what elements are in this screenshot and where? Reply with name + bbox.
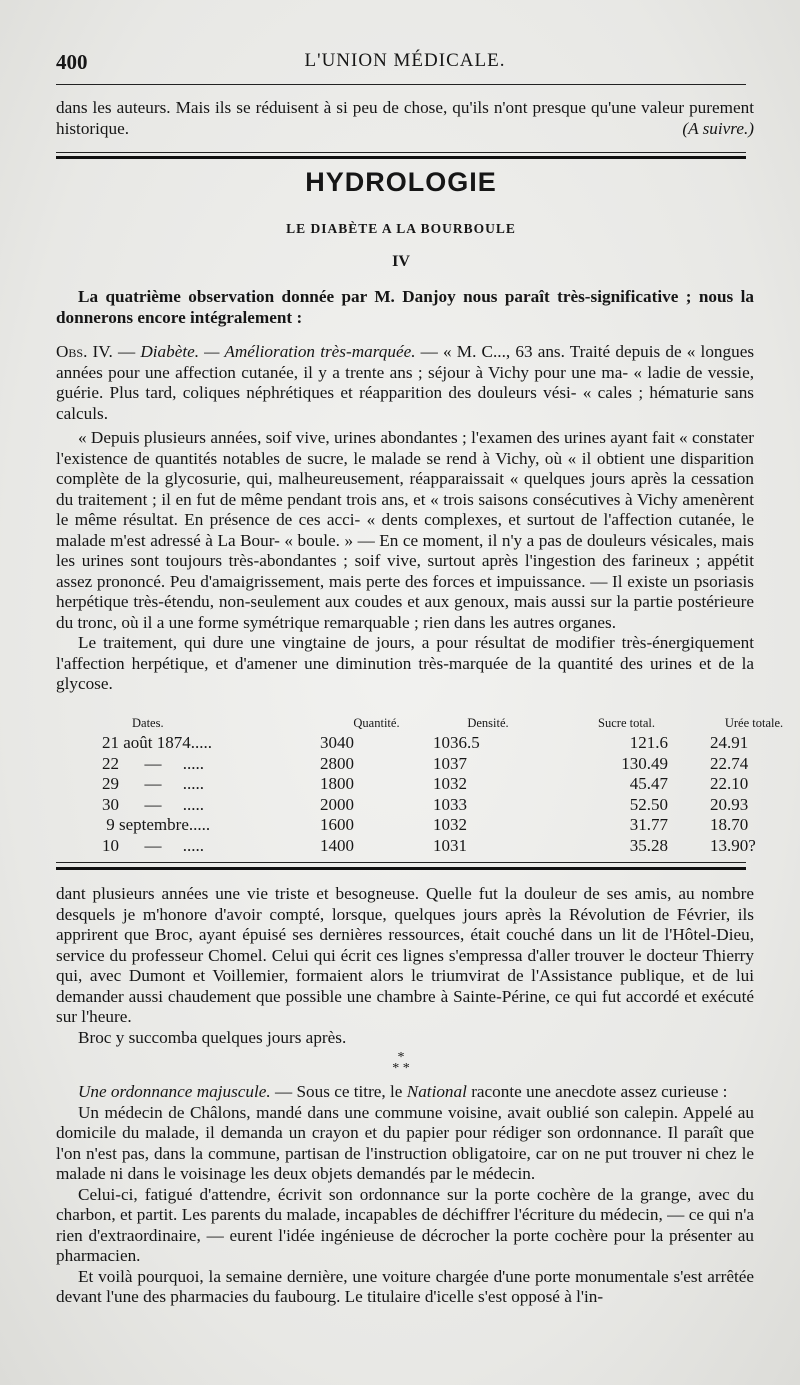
section-rule-thick bbox=[56, 156, 746, 159]
table-row bbox=[102, 815, 798, 836]
cell-date: 30 — ..... bbox=[102, 794, 204, 814]
cell-date: 10 — ..... bbox=[102, 835, 204, 855]
paragraph-broc-end: Broc y succomba quelques jours après. bbox=[78, 1027, 347, 1047]
paragraph-history: « Depuis plusieurs années, soif vive, urines abondantes ; l'examen des urines ayant fait « constater l'existence de quantités notables de sucre, le malade se rend à Vichy, où « il obtient une disparition complète de la glycosurie, qui, malheureusement, réapparaissait « quelques jours après la cessation du traitement ; il en fut de même pendant trois ans, et « trois saisons consécutives à Vichy amenèrent le même résultat. En présence de ces acci- « dents complexes, et surtout de l'affection cutanée, le malade m'est adressé à La Bour- « boule. » — En ce moment, il n'y a pas de douleurs vésicales, mais les urines sont toujours très-abondantes ; soif vive, surtout après l'ingestion des farineux ; appétit assez prononcé. Peu d'amaigrissement, mais perte des forces et impuissance. — Il existe un psoriasis herpétique très-étendu, non-seulement aux coudes et aux genoux, mais aussi sur la partie postérieure du tronc, où il a une forme symétrique remarquable ; rien dans les autres organes. bbox=[56, 428, 754, 632]
col-header-density: Densité. bbox=[467, 716, 509, 730]
paragraph-broc: dant plusieurs années une vie triste et besogneuse. Quelle fut la douleur de ses amis, au nombre desquels je m'honore d'avoir compté, lorsque, quelques jours après la Révolution de Février, ils apprirent que Broc, ayant épuisé ses dernières ressources, était couché dans un lit de l'Hôtel-Dieu, service du professeur Chomel. Celui qui écrit ces lignes s'empressa d'aller trouver le docteur Thierry qui, avec Dumont et Voillemier, formaient alors le triumvirat de l'Assistance publique, et de lui demander aussi chaudement que possible une chambre à Sainte-Périne, ce qui fut accordé et exécuté sur l'heure. bbox=[56, 884, 754, 1026]
separator-star: * bbox=[397, 1050, 405, 1065]
col-header-urea: Urée totale. bbox=[724, 716, 784, 730]
cell-date: 22 — ..... bbox=[102, 753, 204, 773]
cell-quantity: 2000 bbox=[320, 794, 354, 814]
article-title: LE DIABÈTE A LA BOURBOULE bbox=[286, 221, 516, 236]
journal-title: L'UNION MÉDICALE. bbox=[304, 50, 506, 71]
cell-sugar: 35.28 bbox=[629, 835, 668, 855]
observation-dash: — bbox=[112, 342, 141, 361]
paragraph-intro: La quatrième observation donnée par M. Danjoy nous paraît très-significative ; nous la donnerons encore intégralement : bbox=[56, 287, 754, 327]
observation-paragraph bbox=[56, 342, 754, 424]
article-end-rule bbox=[56, 862, 746, 863]
paragraph-anecdote-3: Et voilà pourquoi, la semaine dernière, une voiture chargée d'une porte monumentale s'est arrêtée devant l'une des pharmacies du faubourg. Le titulaire d'icelle s'est opposé à l'in- bbox=[56, 1266, 754, 1306]
cell-density: 1031 bbox=[433, 835, 467, 855]
table-row bbox=[102, 836, 798, 857]
intro-paragraph bbox=[56, 98, 754, 139]
cell-urea: 20.93 bbox=[710, 794, 749, 814]
cell-quantity: 2800 bbox=[320, 753, 354, 773]
observation-label: Obs. IV. bbox=[56, 342, 113, 361]
separator-stars: * * bbox=[392, 1061, 410, 1076]
page-number: 400 bbox=[56, 50, 88, 74]
table-row bbox=[102, 774, 798, 795]
cell-sugar: 130.49 bbox=[621, 753, 668, 773]
paragraph-treatment: Le traitement, qui dure une vingtaine de jours, a pour résultat de modifier très-énergiquement l'affection herpétique, et d'amener une diminution très-marquée de la quantité des urines et de la glycose. bbox=[56, 633, 754, 693]
cell-density: 1032 bbox=[433, 774, 467, 794]
cell-urea: 22.10 bbox=[710, 774, 749, 794]
cell-density: 1033 bbox=[433, 794, 467, 814]
cell-date: 21 août 1874..... bbox=[102, 733, 213, 752]
article-part-number: IV bbox=[392, 253, 410, 270]
anecdote-intro-a: — Sous ce titre, le bbox=[270, 1082, 407, 1101]
cell-urea: 22.74 bbox=[710, 753, 749, 773]
table-row bbox=[102, 733, 798, 754]
cell-sugar: 31.77 bbox=[629, 815, 668, 835]
anecdote-title: Une ordonnance majuscule. bbox=[78, 1082, 271, 1101]
article-end-rule-thick bbox=[56, 867, 746, 870]
paragraph-anecdote-1: Un médecin de Châlons, mandé dans une commune voisine, avait oublié son calepin. Appelé au domicile du malade, il demanda un crayon et du papier pour rédiger son ordonnance. Il paraît que l'on n'est pas, dans la commune, partisan de l'instruction obligatoire, car on ne put trouver ni chez le malade ni dans le voisinage les deux objets demandés par le médecin. bbox=[56, 1102, 754, 1183]
observation-text: — « M. C..., 63 ans. Traité depuis de « longues années pour une affection cutanée, il y a trente ans ; séjour à Vichy pour une ma- « ladie de vessie, guérie. Plus tard, coliques néphrétiques et réapparition des douleurs vési- « cales ; hématurie sans calculs. bbox=[56, 342, 755, 423]
table-row bbox=[102, 795, 798, 816]
section-separator-stars bbox=[56, 1052, 746, 1074]
intro-block bbox=[56, 98, 754, 139]
article-body bbox=[56, 287, 754, 695]
cell-quantity: 1400 bbox=[320, 835, 354, 855]
intro-text: dans les auteurs. Mais ils se réduisent à si peu de chose, qu'ils n'ont presque qu'une valeur purement historique. bbox=[56, 98, 754, 138]
table-row bbox=[102, 754, 798, 775]
cell-quantity: 3040 bbox=[320, 733, 354, 752]
cell-quantity: 1800 bbox=[320, 774, 354, 794]
cell-sugar: 52.50 bbox=[629, 794, 668, 814]
section-title: HYDROLOGIE bbox=[305, 167, 497, 197]
cell-urea: 18.70 bbox=[710, 815, 749, 835]
to-be-continued: (A suivre.) bbox=[682, 118, 754, 138]
col-header-sugar: Sucre total. bbox=[598, 716, 655, 730]
cell-quantity: 1600 bbox=[320, 815, 354, 835]
page-header bbox=[56, 44, 754, 78]
cell-density: 1037 bbox=[433, 753, 467, 773]
urine-data-table bbox=[102, 716, 798, 857]
section-rule-top bbox=[56, 152, 746, 153]
cell-date: 29 — ..... bbox=[102, 774, 204, 794]
col-header-quantity: Quantité. bbox=[353, 716, 400, 730]
cell-sugar: 45.47 bbox=[629, 774, 668, 794]
header-rule bbox=[56, 84, 746, 85]
cell-sugar: 121.6 bbox=[629, 733, 668, 752]
cell-density: 1032 bbox=[433, 815, 467, 835]
observation-diagnosis: Diabète. — Amélioration très-marquée. bbox=[140, 342, 416, 361]
cell-urea: 24.91 bbox=[710, 733, 749, 752]
cell-date: 9 septembre..... bbox=[102, 815, 211, 835]
col-header-dates: Dates. bbox=[132, 716, 164, 730]
feuilleton-block bbox=[56, 884, 754, 1048]
cell-urea: 13.90? bbox=[710, 835, 756, 855]
anecdote-intro-b: raconte une anecdote assez curieuse : bbox=[466, 1082, 728, 1101]
cell-density: 1036.5 bbox=[433, 733, 480, 752]
newspaper-name: National bbox=[406, 1082, 467, 1101]
paragraph-anecdote-intro bbox=[56, 1082, 754, 1103]
anecdote-block bbox=[56, 1082, 754, 1308]
table-header-row bbox=[102, 716, 798, 733]
paragraph-anecdote-2: Celui-ci, fatigué d'attendre, écrivit son ordonnance sur la porte cochère de la grange, avec du charbon, et partit. Les parents du malade, incapables de déchiffrer l'écriture du médecin, — ce qui n'a rien d'extraordinaire, — eurent l'idée ingénieuse de décrocher la porte cochère pour la présenter au pharmacien. bbox=[56, 1184, 754, 1265]
